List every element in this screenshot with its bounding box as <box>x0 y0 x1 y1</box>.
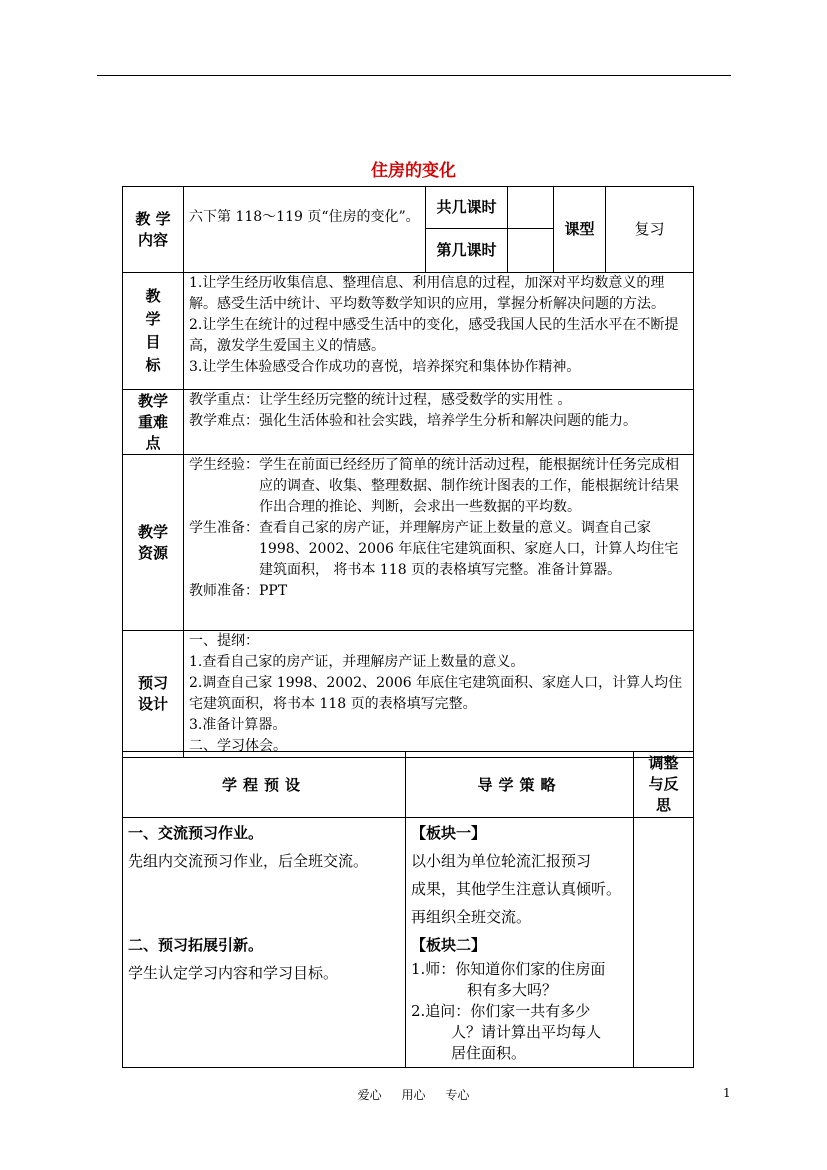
footer-word: 用心 <box>401 1088 426 1102</box>
student-prep: 查看自己家的房产证，并理解房产证上数量的意义。调查自己家 1998、2002、2006 年底住宅建筑面积、家庭人口，计算人均住宅建筑面积， 将书本 118 页的表格填写完整。准备计算器。 <box>259 520 679 578</box>
page-number: 1 <box>723 1086 731 1100</box>
lesson-info-table <box>122 186 694 758</box>
student-exp: 学生在前面已经经历了简单的统计活动过程，能根据统计任务完成相应的调查、收集、整理数据、制作统计图表的工作，能根据统计结果作出合理的推论、判断，会求出一些数据的平均数。 <box>259 457 679 515</box>
preview-line: 1.查看自己家的房产证，并理解房产证上数量的意义。 <box>189 654 525 670</box>
hours-nth-label: 第几课时 <box>426 229 508 273</box>
strategy-cell <box>406 818 634 1068</box>
col-header-reflect: 调整 与反 思 <box>634 752 694 818</box>
content-label: 教 学 内容 <box>123 187 184 273</box>
section-title: 二、预习拓展引新。 <box>128 936 264 954</box>
goals-label: 教 学 目 标 <box>123 273 184 390</box>
page-title: 住房的变化 <box>371 161 456 181</box>
preview-line: 3.准备计算器。 <box>189 717 287 733</box>
section-text: 先组内交流预习作业，后全班交流。 <box>128 852 369 870</box>
block-line: 2.追问：你们家一共有多少 <box>411 1002 591 1020</box>
footer <box>0 1086 827 1103</box>
hours-total-label: 共几课时 <box>426 187 508 229</box>
difficult-point: 教学难点：强化生活体验和社会实践，培养学生分析和解决问题的能力。 <box>189 413 637 429</box>
col-header-process: 学程预设 <box>123 752 406 818</box>
block-line: 以小组为单位轮流汇报预习 <box>411 852 592 870</box>
block-title: 【板块一】 <box>411 824 487 842</box>
block-line: 人？请计算出平均每人 <box>451 1023 602 1041</box>
block-line: 成果，其他学生注意认真倾听。 <box>411 880 622 898</box>
process-cell <box>123 818 406 1068</box>
block-line: 积有多大吗？ <box>467 981 558 999</box>
block-line: 居住面积。 <box>451 1044 527 1062</box>
type-label: 课型 <box>554 187 606 273</box>
footer-word: 专心 <box>445 1088 470 1102</box>
key-text <box>184 390 694 455</box>
teacher-prep: 教师准备：PPT <box>189 583 288 599</box>
col-header-strategy: 导学策略 <box>406 752 634 818</box>
block-line: 1.师：你知道你们家的住房面 <box>411 960 606 978</box>
key-label: 教学 重难 点 <box>123 390 184 455</box>
content-text: 六下第 118～119 页“住房的变化”。 <box>184 187 426 273</box>
hours-nth-value[interactable] <box>508 229 554 273</box>
goal-item: 1.让学生经历收集信息、整理信息、利用信息的过程，加深对平均数意义的理解。感受生活中统计、平均数等数学知识的应用，掌握分析解决问题的方法。 <box>189 275 665 312</box>
student-prep-label: 学生准备： <box>189 520 259 536</box>
preview-text <box>184 631 694 758</box>
preview-line: 2.调查自己家 1998、2002、2006 年底住宅建筑面积、家庭人口，计算人均住宅建筑面积，将书本 118 页的表格填写完整。 <box>189 675 683 712</box>
block-line: 再组织全班交流。 <box>411 908 532 926</box>
reflect-cell[interactable] <box>634 818 694 1068</box>
preview-line: 一、提纲： <box>189 633 259 649</box>
goal-item: 3.让学生体验感受合作成功的喜悦，培养探究和集体协作精神。 <box>189 359 581 375</box>
key-point: 教学重点：让学生经历完整的统计过程，感受数学的实用性 。 <box>189 392 572 408</box>
preview-label: 预习 设计 <box>123 631 184 758</box>
header-rule <box>97 75 731 76</box>
goal-item: 2.让学生在统计的过程中感受生活中的变化，感受我国人民的生活水平在不断提高，激发学生爱国主义的情感。 <box>189 317 679 354</box>
section-text: 学生认定学习内容和学习目标。 <box>128 964 339 982</box>
process-table <box>122 751 694 1068</box>
resources-text <box>184 455 694 631</box>
student-exp-label: 学生经验： <box>189 457 259 473</box>
hours-total-value[interactable] <box>508 187 554 229</box>
goals-text <box>184 273 694 390</box>
section-title: 一、交流预习作业。 <box>128 824 264 842</box>
preview-line: 二、学习体会。 <box>189 738 287 754</box>
footer-word: 爱心 <box>357 1088 382 1102</box>
block-title: 【板块二】 <box>411 936 487 954</box>
type-value: 复习 <box>606 187 694 273</box>
resources-label: 教学 资源 <box>123 455 184 631</box>
